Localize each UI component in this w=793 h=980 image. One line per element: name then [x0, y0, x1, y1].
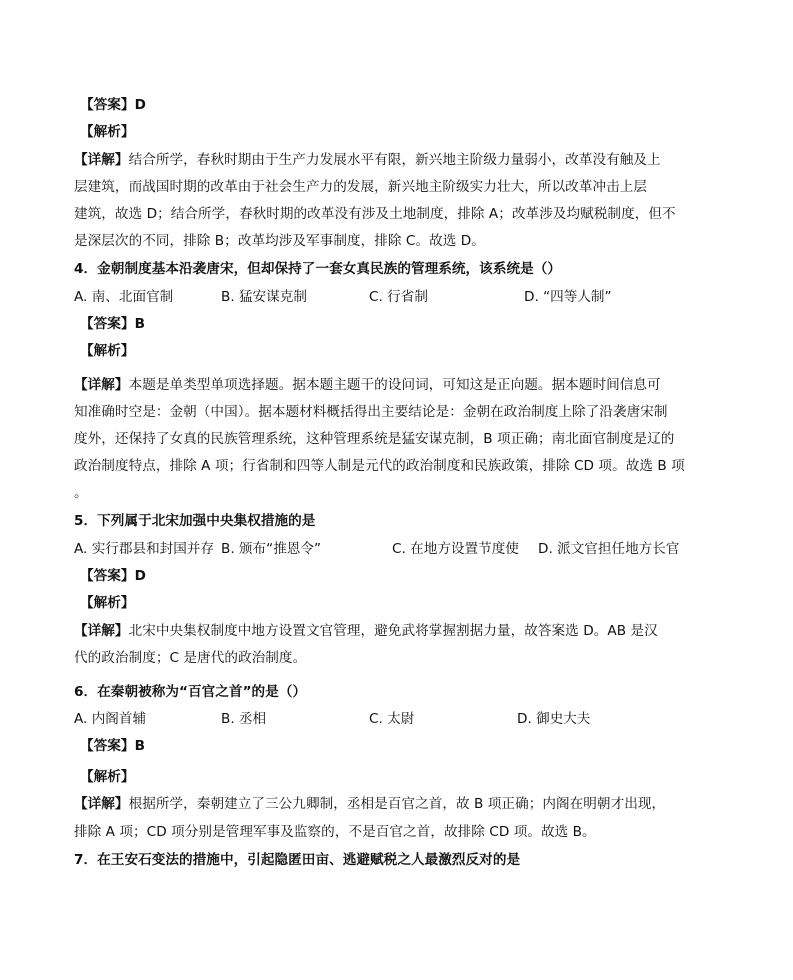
q3-detail-line-4: 是深层次的不同，排除 B；改革均涉及军事制度，排除 C。故选 D。: [74, 233, 485, 249]
q4-detail-line-2: 知准确时空是：金朝（中国）。据本题材料概括得出主要结论是：金朝在政治制度上除了沿袭唐宋制: [74, 404, 668, 420]
q4-option-d: D. “四等人制”: [524, 289, 612, 305]
q3-detail-line-3: 建筑，故选 D；结合所学，春秋时期的改革没有涉及土地制度，排除 A；改革涉及均赋税制度，但不: [74, 206, 676, 222]
q3-analysis-label: 【解析】: [80, 124, 135, 140]
q4-detail-line-1: [74, 376, 661, 394]
q4-option-a: A. 南、北面官制: [74, 289, 174, 305]
answer-label: 【答案】: [80, 738, 135, 754]
answer-label: 【答案】: [80, 97, 135, 113]
q5-option-c: C. 在地方设置节度使: [392, 541, 519, 557]
q3-answer: [80, 96, 146, 114]
q4-answer: [80, 315, 145, 333]
q4-analysis-label: 【解析】: [80, 343, 135, 359]
detail-text: 根据所学，秦朝建立了三公九卿制，丞相是百官之首，故 B 项正确；内阁在明朝才出现，: [128, 796, 666, 812]
detail-label: 【详解】: [74, 796, 129, 812]
answer-value: D: [134, 97, 146, 113]
q6-answer: [80, 737, 145, 755]
q4-detail-line-5: 。: [74, 485, 88, 501]
q5-option-b: B. 颁布“推恩令”: [221, 541, 322, 557]
q5-detail-line-1: [74, 622, 658, 640]
q6-stem: 6．在秦朝被称为“百官之首”的是（）: [74, 684, 307, 700]
detail-label: 【详解】: [74, 623, 129, 639]
q3-detail-line-1: [74, 151, 661, 169]
q4-option-b: B. 猛安谋克制: [221, 289, 307, 305]
q5-analysis-label: 【解析】: [80, 595, 135, 611]
q5-stem: 5．下列属于北宋加强中央集权措施的是: [74, 513, 316, 529]
q4-option-c: C. 行省制: [369, 289, 428, 305]
detail-label: 【详解】: [74, 377, 129, 393]
detail-text: 本题是单类型单项选择题。据本题主题干的设问词，可知这是正向题。据本题时间信息可: [128, 377, 661, 393]
q4-stem: 4．金朝制度基本沿袭唐宋，但却保持了一套女真民族的管理系统，该系统是（）: [74, 261, 562, 277]
answer-value: D: [134, 568, 146, 584]
q6-option-b: B. 丞相: [221, 711, 267, 727]
q5-detail-line-2: 代的政治制度；C 是唐代的政治制度。: [74, 650, 307, 666]
q4-detail-line-3: 度外，还保持了女真的民族管理系统，这种管理系统是猛安谋克制，B 项正确；南北面官制度是辽的: [74, 431, 675, 447]
q7-stem: 7．在王安石变法的措施中，引起隐匿田亩、逃避赋税之人最激烈反对的是: [74, 852, 521, 868]
q6-option-a: A. 内阁首辅: [74, 711, 147, 727]
answer-value: B: [134, 316, 145, 332]
q6-detail-line-1: [74, 795, 665, 813]
q6-analysis-label: 【解析】: [80, 769, 135, 785]
detail-label: 【详解】: [74, 152, 129, 168]
answer-value: B: [134, 738, 145, 754]
q6-detail-line-2: 排除 A 项；CD 项分别是管理军事及监察的，不是百官之首，故排除 CD 项。故选 B。: [74, 824, 596, 840]
q5-option-a: A. 实行郡县和封国并存: [74, 541, 215, 557]
answer-label: 【答案】: [80, 568, 135, 584]
q5-option-d: D. 派文官担任地方长官: [538, 541, 680, 557]
q4-detail-line-4: 政治制度特点，排除 A 项；行省制和四等人制是元代的政治制度和民族政策，排除 CD 项。故选 B 项: [74, 458, 685, 474]
q6-option-c: C. 太尉: [369, 711, 415, 727]
q6-option-d: D. 御史大夫: [517, 711, 591, 727]
q5-answer: [80, 567, 146, 585]
q3-detail-line-2: 层建筑，而战国时期的改革由于社会生产力的发展，新兴地主阶级实力壮大，所以改革冲击上层: [74, 179, 648, 195]
detail-text: 结合所学，春秋时期由于生产力发展水平有限，新兴地主阶级力量弱小，改革没有触及上: [128, 152, 661, 168]
detail-text: 北宋中央集权制度中地方设置文官管理，避免武将掌握割据力量，故答案选 D。AB 是汉: [128, 623, 658, 639]
answer-label: 【答案】: [80, 316, 135, 332]
